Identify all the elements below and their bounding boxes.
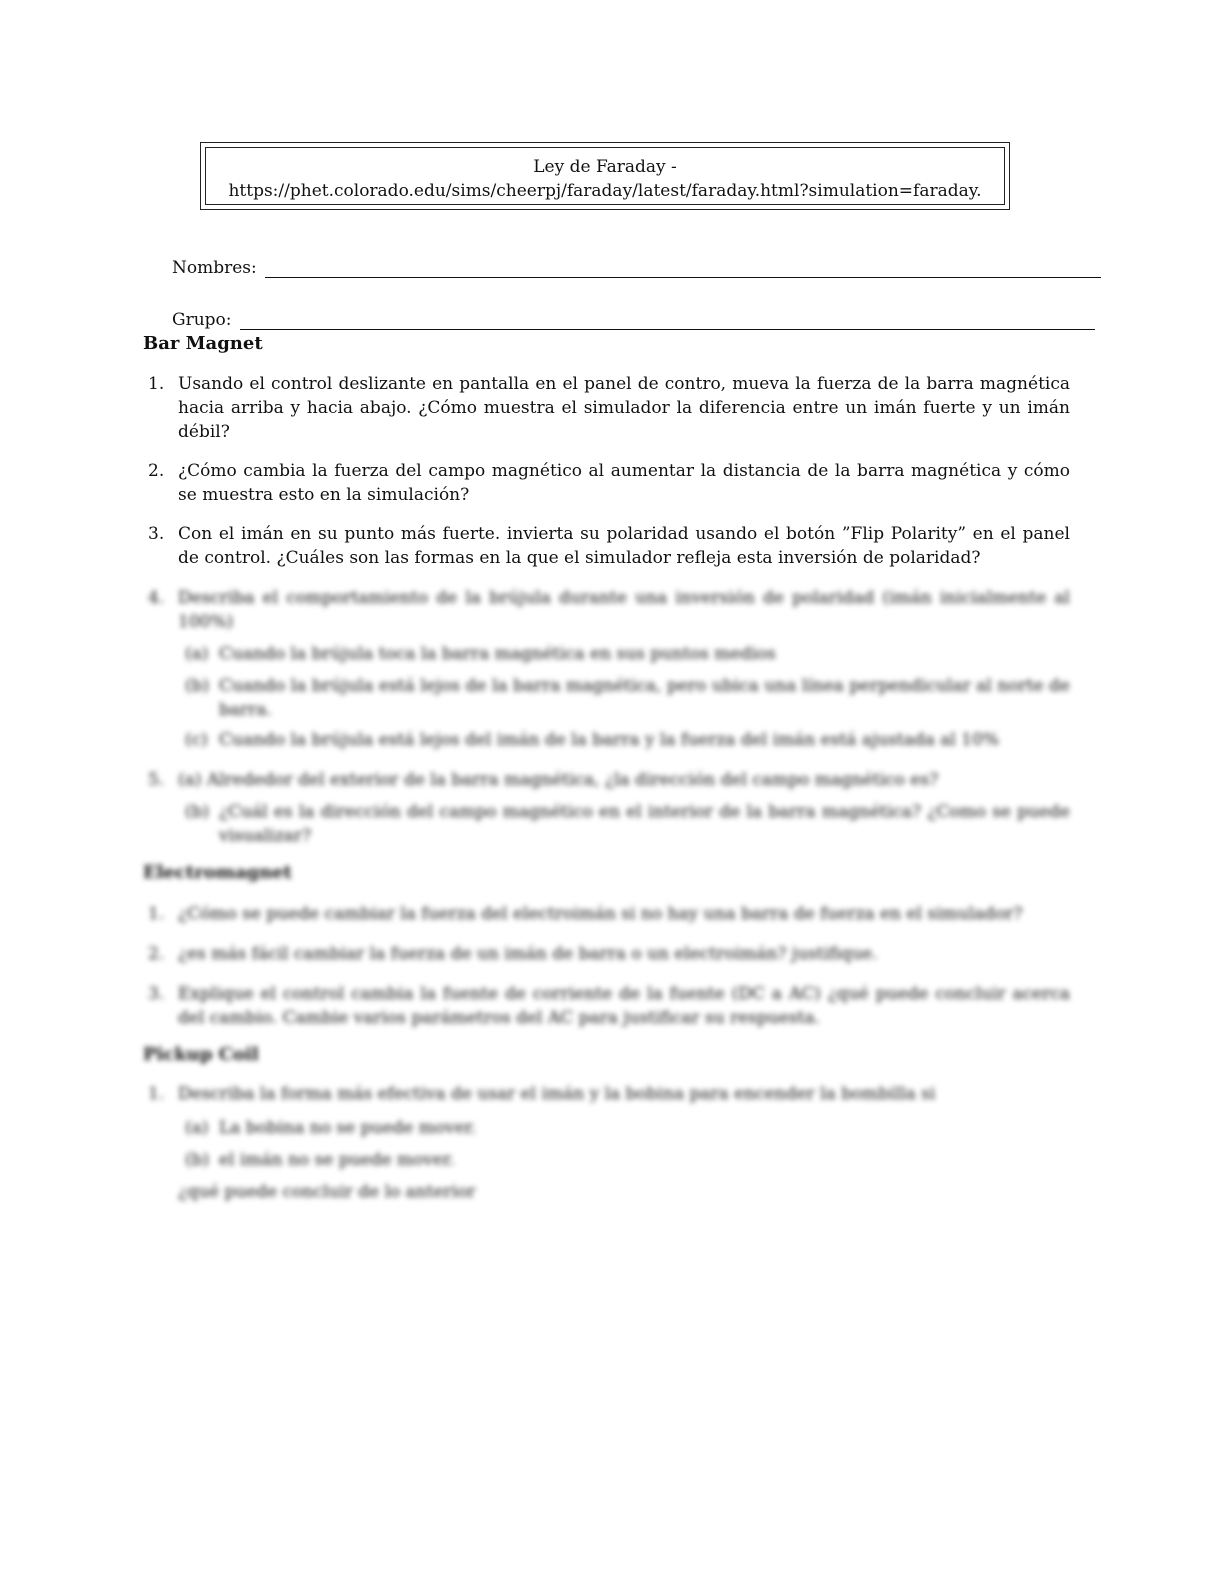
question-number: 2. xyxy=(148,944,165,964)
nombres-line[interactable] xyxy=(265,260,1101,278)
question-text: Describa el comportamiento de la brújula durante una inversión de polaridad (imán inicialmente al 100%) xyxy=(178,588,1070,632)
question-number: 3. xyxy=(148,984,165,1004)
question-electro-1 xyxy=(148,902,1070,926)
section-title-electromagnet: Electromagnet xyxy=(143,862,292,883)
sub-text: ¿Cuál es la dirección del campo magnético en el interior de la barra magnética? ¿Como se puede visualizar? xyxy=(219,802,1070,846)
question-bar-5b xyxy=(185,800,1070,848)
question-bar-4 xyxy=(148,586,1070,634)
sub-number: (b) xyxy=(185,676,210,696)
title-url: https://phet.colorado.edu/sims/cheerpj/faraday/latest/faraday.html?simulation=faraday. xyxy=(228,181,982,201)
grupo-field[interactable] xyxy=(172,310,1095,330)
sub-number: (b) xyxy=(185,1150,210,1170)
question-text: Explique el control cambia la fuente de corriente de la fuente (DC a AC) ¿qué puede concluir acerca del cambio. Cambie varios parámetros del AC para justificar su respuesta. xyxy=(178,984,1070,1028)
question-text: ¿Cómo se puede cambiar la fuerza del electroimán si no hay una barra de fuerza en el simulador? xyxy=(178,904,1023,924)
sub-number: (a) xyxy=(185,1118,209,1138)
question-number: 1. xyxy=(148,904,165,924)
question-bar-4a xyxy=(185,642,1070,666)
title-box xyxy=(200,142,1010,210)
question-bar-4b xyxy=(185,674,1070,722)
question-number: 3. xyxy=(148,524,165,544)
sub-number: (a) xyxy=(185,644,209,664)
question-number: 4. xyxy=(148,588,165,608)
question-text: Usando el control deslizante en pantalla en el panel de contro, mueva la fuerza de la barra magnética hacia arriba y hacia abajo. ¿Cómo muestra el simulador la diferencia entre un imán fuerte y un imán débil? xyxy=(178,374,1070,442)
question-pickup-1c: ¿qué puede concluir de lo anterior xyxy=(178,1182,476,1202)
sub-text: Cuando la brújula toca la barra magnética en sus puntos medios xyxy=(219,644,776,664)
section-title-bar-magnet: Bar Magnet xyxy=(143,333,263,354)
question-text xyxy=(178,768,1070,792)
question-text: Describa la forma más efectiva de usar el imán y la bobina para encender la bombilla si xyxy=(178,1084,936,1104)
title-line-1: Ley de Faraday - xyxy=(533,157,677,177)
sub-text: Alrededor del exterior de la barra magnética, ¿la dirección del campo magnético es? xyxy=(206,770,939,790)
sub-text: La bobina no se puede mover. xyxy=(219,1118,477,1138)
question-bar-2 xyxy=(148,459,1070,507)
question-bar-1 xyxy=(148,372,1070,444)
question-pickup-1a xyxy=(185,1116,1070,1140)
sub-text: Cuando la brújula está lejos del imán de la barra y la fuerza del imán está ajustada al 10% xyxy=(219,730,1000,750)
sub-text: Cuando la brújula está lejos de la barra magnética, pero ubica una línea perpendicular al norte de barra. xyxy=(219,676,1070,720)
sub-number: (a) xyxy=(178,770,202,790)
question-electro-2 xyxy=(148,942,1070,966)
question-bar-5 xyxy=(148,768,1070,792)
sub-text: el imán no se puede mover. xyxy=(219,1150,455,1170)
grupo-label: Grupo: xyxy=(172,310,232,330)
question-number: 2. xyxy=(148,461,165,481)
question-pickup-1b xyxy=(185,1148,1070,1172)
question-number: 1. xyxy=(148,1084,165,1104)
title-box-inner xyxy=(205,147,1005,205)
question-text: ¿es más fácil cambiar la fuerza de un imán de barra o un electroimán? justifique. xyxy=(178,944,878,964)
question-text: Con el imán en su punto más fuerte. invierta su polaridad usando el botón ”Flip Polarity” en el panel de control. ¿Cuáles son las formas en la que el simulador refleja esta inversión de polaridad? xyxy=(178,524,1070,568)
question-number: 1. xyxy=(148,374,165,394)
grupo-line[interactable] xyxy=(240,312,1095,330)
sub-number: (b) xyxy=(185,802,210,822)
question-bar-3 xyxy=(148,522,1070,570)
question-pickup-1 xyxy=(148,1082,1070,1106)
question-text: ¿Cómo cambia la fuerza del campo magnético al aumentar la distancia de la barra magnética y cómo se muestra esto en la simulación? xyxy=(178,461,1070,505)
nombres-label: Nombres: xyxy=(172,258,257,278)
nombres-field[interactable] xyxy=(172,258,1101,278)
section-title-pickup-coil: Pickup Coil xyxy=(143,1044,259,1065)
blurred-region xyxy=(0,586,1224,1216)
question-electro-3 xyxy=(148,982,1070,1030)
question-number: 5. xyxy=(148,770,165,790)
question-bar-4c xyxy=(185,728,1070,752)
sub-number: (c) xyxy=(185,730,208,750)
